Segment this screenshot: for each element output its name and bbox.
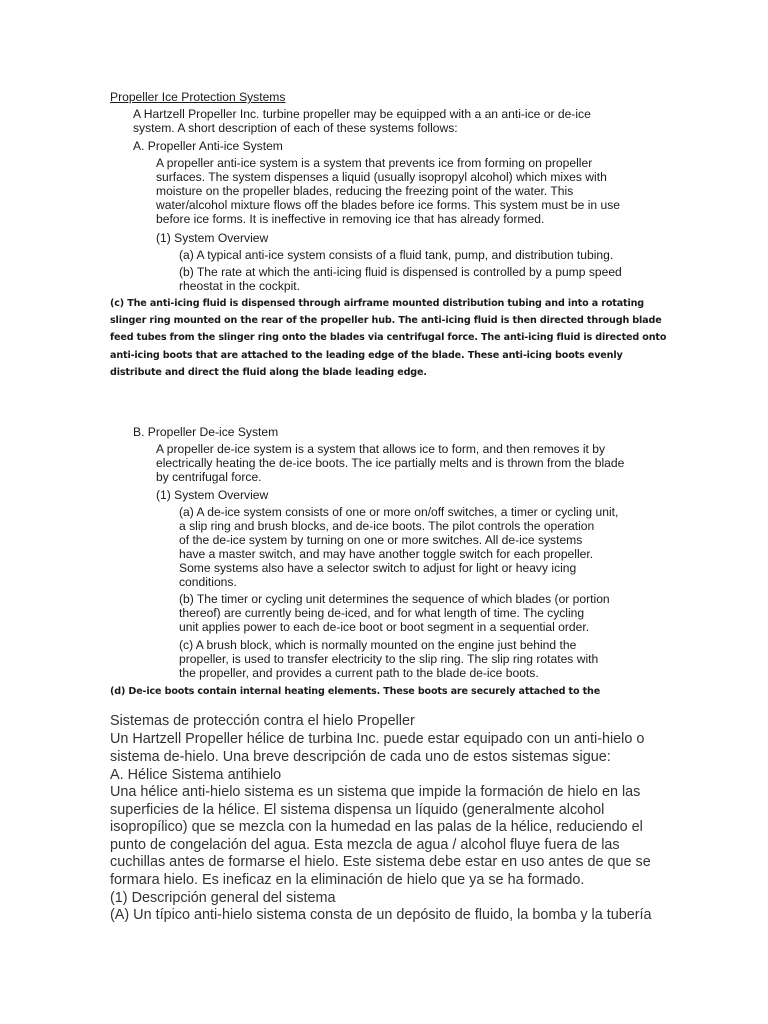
anti-ice-heading: A. Propeller Anti-ice System xyxy=(133,139,283,153)
document-title: Propeller Ice Protection Systems xyxy=(110,90,286,104)
de-ice-item-c: (c) A brush block, which is normally mounted on the engine just behind the propeller, is used to transfer electricity to the slip ring. The slip ring rotates with the propeller, and provides a current path to the blade de-ice boots. xyxy=(179,638,599,680)
anti-ice-overview-heading: (1) System Overview xyxy=(156,231,269,245)
de-ice-overview-heading: (1) System Overview xyxy=(156,488,269,502)
de-ice-heading: B. Propeller De-ice System xyxy=(133,425,279,439)
spanish-intro: Un Hartzell Propeller hélice de turbina Inc. puede estar equipado con un anti-hielo o sistema de-hielo. Una breve descripción de cada uno de estos sistemas sigue: xyxy=(110,731,645,765)
spanish-anti-ice-description: Una hélice anti-hielo sistema es un sistema que impide la formación de hielo en las superficies de la hélice. El sistema dispensa un líquido (generalmente alcohol isopropílico) que se mezcla con la humedad en las palas de la hélice, reduciendo el punto de congelación del agua. Esta mezcla de agua / alcohol fluye fuera de las cuchillas antes de formarse el hielo. Este sistema debe estar en uso antes de que se formara hielo. Es ineficaz en la eliminación de hielo que ya se ha formado. xyxy=(110,784,651,888)
anti-ice-item-b: (b) The rate at which the anti-icing fluid is dispensed is controlled by a pump speed rheostat in the cockpit. xyxy=(179,265,622,293)
anti-ice-item-a: (a) A typical anti-ice system consists of a fluid tank, pump, and distribution tubing. xyxy=(179,248,614,262)
spanish-item-a: (A) Un típico anti-hielo sistema consta de un depósito de fluido, la bomba y la tubería xyxy=(110,907,652,923)
de-ice-item-a: (a) A de-ice system consists of one or more on/off switches, a timer or cycling unit, a slip ring and brush blocks, and de-ice boots. The pilot controls the operation of the de-ice system by turning on one or more switches. All de-ice systems have a master switch, and may have another toggle switch for each propeller. Some systems also have a selector switch to adjust for light or heavy icing conditions. xyxy=(179,505,619,589)
anti-ice-item-c: (c) The anti-icing fluid is dispensed through airframe mounted distribution tubing and into a rotating slinger ring mounted on the rear of the propeller hub. The anti-icing fluid is then directed through blade feed tubes from the slinger ring onto the blades via centrifugal force. The anti-icing fluid is directed onto anti-icing boots that are attached to the leading edge of the blade. These anti-icing boots evenly distribute and direct the fluid along the blade leading edge. xyxy=(110,298,667,378)
de-ice-item-b: (b) The timer or cycling unit determines the sequence of which blades (or portion thereof) are currently being de-iced, and for what length of time. The cycling unit applies power to each de-ice boot or boot segment in a sequential order. xyxy=(179,592,610,634)
spanish-overview-heading: (1) Descripción general del sistema xyxy=(110,890,336,906)
intro-paragraph: A Hartzell Propeller Inc. turbine propeller may be equipped with a an anti-ice or de-ice system. A short description of each of these systems follows: xyxy=(133,107,591,135)
de-ice-description: A propeller de-ice system is a system that allows ice to form, and then removes it by electrically heating the de-ice boots. The ice partially melts and is thrown from the blade by centrifugal force. xyxy=(156,442,625,484)
anti-ice-description: A propeller anti-ice system is a system that prevents ice from forming on propeller surfaces. The system dispenses a liquid (usually isopropyl alcohol) which mixes with moisture on the propeller blades, reducing the freezing point of the water. This water/alcohol mixture flows off the blades before ice forms. This system must be in use before ice forms. It is ineffective in removing ice that has already formed. xyxy=(156,156,621,226)
spanish-title: Sistemas de protección contra el hielo Propeller xyxy=(110,713,415,729)
de-ice-item-d: (d) De-ice boots contain internal heating elements. These boots are securely attached to the xyxy=(110,686,601,697)
spanish-anti-ice-heading: A. Hélice Sistema antihielo xyxy=(110,767,282,783)
